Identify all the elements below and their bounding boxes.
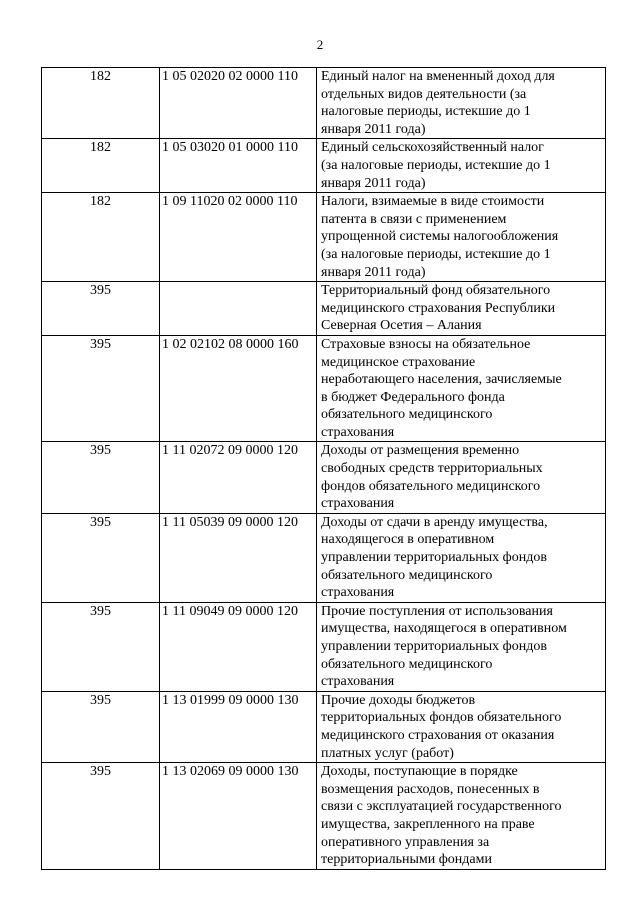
table-row [42,282,606,336]
income-name-line: медицинского страхования от оказания [321,727,555,743]
income-name-line: Северная Осетия – Алания [321,318,482,334]
income-name-line: страхования [321,585,395,601]
income-name-line: страхования [321,424,395,440]
table-body [42,68,606,870]
admin-code-cell: 182 [42,139,160,193]
budget-code-cell: 1 05 03020 01 0000 110 [160,139,317,193]
budget-code-cell: 1 13 01999 09 0000 130 [160,691,317,762]
income-name-line: платных услуг (работ) [321,745,454,761]
income-name-line: Прочие поступления от использования [321,603,553,619]
income-name-line: Страховые взносы на обязательное [321,336,531,352]
income-name-line: связи с эксплуатацией государственного [321,799,562,815]
income-name-cell [317,68,606,139]
admin-code-cell: 395 [42,442,160,513]
income-name-line: Доходы от сдачи в аренду имущества, [321,514,548,530]
table-row [42,139,606,193]
income-name-line: патента в связи с применением [321,211,507,227]
income-name-line: обязательного медицинского [321,567,493,583]
income-name-line: территориальными фондами [321,852,492,868]
table-row [42,691,606,762]
income-name-line: налоговые периоды, истекшие до 1 [321,104,531,120]
income-name-line: января 2011 года) [321,264,426,280]
income-name-cell [317,602,606,691]
income-name-cell [317,691,606,762]
admin-code-cell: 395 [42,335,160,442]
table-row [42,335,606,442]
income-name-line: находящегося в оперативном [321,532,495,548]
budget-code-cell: 1 05 02020 02 0000 110 [160,68,317,139]
income-name-line: (за налоговые периоды, истекшие до 1 [321,157,551,173]
budget-code-cell: 1 11 02072 09 0000 120 [160,442,317,513]
income-name-cell [317,193,606,282]
admin-code-cell: 182 [42,68,160,139]
income-name-line: Налоги, взимаемые в виде стоимости [321,194,545,210]
table-row [42,763,606,870]
table-row [42,442,606,513]
income-name-line: свободных средств территориальных [321,461,543,477]
income-name-line: имущества, находящегося в оперативном [321,621,567,637]
admin-code-cell: 395 [42,763,160,870]
income-name-line: Доходы от размещения временно [321,443,520,459]
income-name-line: территориальных фондов обязательного [321,710,562,726]
income-name-line: страхования [321,674,395,690]
income-name-line: фондов обязательного медицинского [321,478,541,494]
income-name-line: обязательного медицинского [321,407,493,423]
income-name-line: января 2011 года) [321,175,426,191]
income-name-line: неработающего населения, зачисляемые [321,372,562,388]
admin-code-cell: 395 [42,691,160,762]
budget-code-cell [160,282,317,336]
income-name-cell [317,282,606,336]
income-name-line: в бюджет Федерального фонда [321,389,505,405]
income-name-line: страхования [321,496,395,512]
table-row [42,513,606,602]
income-name-cell [317,513,606,602]
income-name-line: Единый сельскохозяйственный налог [321,140,544,156]
page-number: 2 [316,37,324,52]
income-name-line: Единый налог на вмененный доход для [321,69,555,84]
admin-code-cell: 395 [42,513,160,602]
income-name-line: отдельных видов деятельности (за [321,86,527,102]
admin-code-cell: 182 [42,193,160,282]
budget-code-cell: 1 11 05039 09 0000 120 [160,513,317,602]
income-name-cell [317,335,606,442]
budget-code-cell: 1 11 09049 09 0000 120 [160,602,317,691]
table-row [42,602,606,691]
budget-codes-table [41,67,606,870]
income-name-line: (за налоговые периоды, истекшие до 1 [321,246,551,262]
income-name-line: Территориальный фонд обязательного [321,283,551,299]
admin-code-cell: 395 [42,282,160,336]
income-name-line: упрощенной системы налогообложения [321,229,559,245]
income-name-line: января 2011 года) [321,121,426,137]
income-name-line: медицинского страхования Республики [321,300,556,316]
income-name-line: управлении территориальных фондов [321,550,547,566]
income-name-line: оперативного управления за [321,834,490,850]
income-name-line: обязательного медицинского [321,656,493,672]
income-name-line: медицинское страхование [321,354,476,370]
income-name-line: имущества, закрепленного на праве [321,816,535,832]
table-row [42,193,606,282]
budget-code-cell: 1 02 02102 08 0000 160 [160,335,317,442]
income-name-line: Прочие доходы бюджетов [321,692,476,708]
income-name-cell [317,442,606,513]
income-name-cell [317,763,606,870]
income-name-line: Доходы, поступающие в порядке [321,764,518,780]
income-name-line: возмещения расходов, понесенных в [321,781,540,797]
admin-code-cell: 395 [42,602,160,691]
budget-code-cell: 1 09 11020 02 0000 110 [160,193,317,282]
income-name-line: управлении территориальных фондов [321,639,547,654]
income-name-cell [317,139,606,193]
budget-code-cell: 1 13 02069 09 0000 130 [160,763,317,870]
table-row [42,68,606,139]
